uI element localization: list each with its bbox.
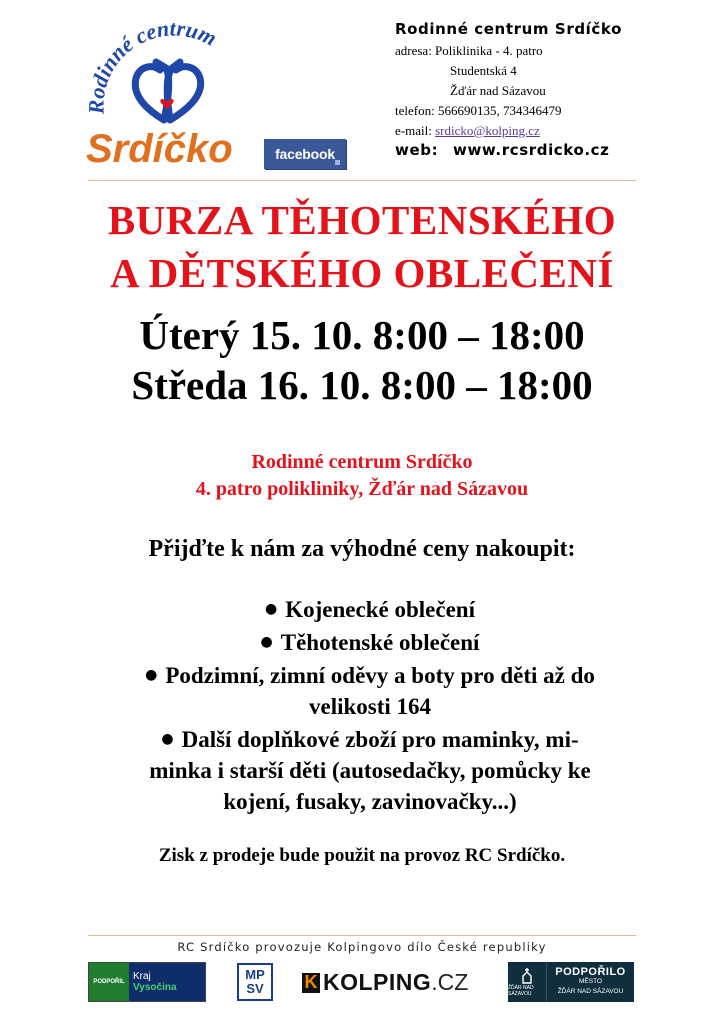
operator-note: RC Srdíčko provozuje Kolpingovo dílo České republiky [177, 940, 547, 954]
kraj-vysocina-logo [88, 962, 206, 1002]
footer-divider [88, 935, 636, 936]
zdar-line-2: MĚSTO [579, 978, 602, 985]
intro-text: Přijďte k nám za výhodné ceny nakoupit: [148, 536, 576, 562]
mpsv-line-1: MP [245, 967, 265, 982]
church-icon-graphic [520, 968, 534, 984]
list-item [100, 660, 640, 722]
kraj-line-1: Kraj [133, 971, 151, 982]
web-label: web: [395, 141, 439, 159]
zdar-badge-text: ŽĎÁR NAD SÁZAVOU [508, 984, 534, 997]
kolping-logo [302, 969, 468, 996]
zdar-line-1: PODPOŘILO [555, 966, 626, 978]
bullet-icon: ● [145, 667, 158, 683]
contact-title: Rodinné centrum Srdíčko [395, 20, 622, 38]
list-item [100, 724, 640, 817]
header-divider [88, 180, 636, 181]
facebook-button[interactable] [264, 139, 346, 169]
kolping-tld: .CZ [431, 969, 469, 995]
date-line-2: Středa 16. 10. 8:00 – 18:00 [131, 362, 593, 408]
kraj-left-panel: PODPOŘIL [89, 963, 129, 1001]
email-link[interactable]: srdicko@kolping.cz [435, 123, 540, 138]
kolping-k-icon: K [302, 973, 320, 993]
church-icon [508, 962, 547, 1002]
contact-phone: telefon: 566690135, 734346479 [395, 103, 562, 118]
list-item-text: Další doplňkové zboží pro maminky, mi-minka i starší děti (autosedačky, pomůcky ke kojení, fusaky, zavinovačky...) [149, 727, 591, 814]
logo-word: Srdíčko [86, 127, 233, 171]
contact-address-3: Žďár nad Sázavou [450, 83, 546, 98]
kraj-right-panel [129, 963, 205, 1001]
email-label: e-mail: [395, 123, 436, 138]
facebook-label: facebook [275, 146, 335, 162]
web-link[interactable]: www.rcsrdicko.cz [453, 141, 610, 159]
list-item [100, 594, 640, 625]
title-line-2: A DĚTSKÉHO OBLEČENÍ [110, 250, 614, 296]
list-item-text: Podzimní, zimní oděvy a boty pro děti až do velikosti 164 [165, 663, 595, 719]
list-item-text: Těhotenské oblečení [280, 630, 480, 655]
date-line-1: Úterý 15. 10. 8:00 – 18:00 [139, 312, 585, 358]
list-item [100, 627, 640, 658]
contact-block [395, 20, 715, 159]
list-item-text: Kojenecké oblečení [285, 597, 475, 622]
logo-arc-text: Rodinné centrum [83, 16, 221, 115]
contact-email-row [395, 121, 715, 141]
contact-address-1: adresa: Poliklinika - 4. patro [395, 43, 543, 58]
mpsv-logo [237, 963, 273, 1001]
venue-line-2: 4. patro polikliniky, Žďár nad Sázavou [195, 478, 529, 500]
kolping-word: KOLPING [323, 969, 432, 995]
bullet-icon: ● [161, 731, 174, 747]
venue-line-1: Rodinné centrum Srdíčko [251, 451, 473, 473]
profit-note: Zisk z prodeje bude použit na provoz RC Srdíčko. [158, 845, 566, 866]
srdicko-logo [82, 16, 254, 172]
item-list [100, 594, 640, 819]
zdar-city-logo [508, 962, 634, 1002]
contact-address-2: Studentská 4 [450, 63, 517, 78]
zdar-text [547, 967, 634, 997]
title-line-1: BURZA TĚHOTENSKÉHO [107, 197, 617, 243]
srdicko-logo-graphic [82, 16, 254, 172]
zdar-line-3: ŽĎÁR NAD SÁZAVOU [557, 988, 624, 995]
kraj-line-2: Vysočina [133, 982, 177, 993]
bullet-icon: ● [260, 634, 273, 650]
contact-web-row [395, 141, 715, 159]
bullet-icon: ● [265, 601, 278, 617]
mpsv-line-2: SV [246, 981, 264, 996]
facebook-corner [335, 160, 340, 165]
